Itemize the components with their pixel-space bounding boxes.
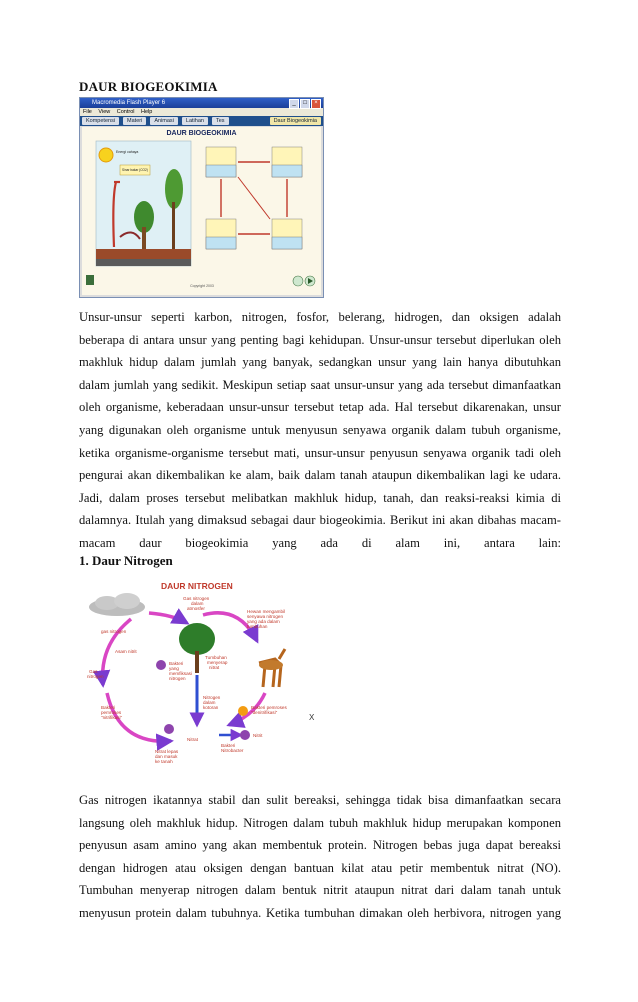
window-title: Macromedia Flash Player 6: [92, 100, 166, 106]
paragraph-line: makhluk hidup dalam jumlah yang banyak, sedangkan unsur yang lain hanya dibutuhkan: [79, 355, 561, 370]
footer-note: Copyright 2003: [190, 284, 214, 288]
process-box-2b: [272, 165, 302, 177]
tree-trunk-left: [142, 227, 146, 252]
nitrogen-labels: [87, 596, 288, 764]
bacteria-nitrification-icon: [164, 724, 174, 734]
paragraph-line: macam daur biogeokimia yang ada di alam ini, antara lain:: [79, 535, 561, 550]
paragraph-line: langsung oleh makhluk hidup. Nitrogen dalam tubuh makhluk hidup merupakan komponen: [79, 815, 561, 830]
close-icon: ×: [311, 99, 321, 109]
arrow-diag: [238, 177, 270, 219]
label-asam-nitrit: Asam nitrit: [115, 649, 137, 654]
label-nitrat: Nitrat: [187, 737, 198, 742]
paragraph-line: beberapa di antara unsur yang penting bagi kehidupan. Unsur-unsur tersebut diperlukan oleh: [79, 332, 561, 347]
label-bakteri-fiksasi: Bakteri yang memfiksasi nitrogen: [169, 661, 192, 681]
x-mark: X: [309, 713, 315, 722]
nitrit-icon: [240, 730, 250, 740]
menu-file: File: [83, 109, 92, 115]
paragraph-line: Gas nitrogen ikatannya stabil dan sulit bereaksi, sehingga tidak bisa dimanfaatkan secara: [79, 793, 561, 807]
tab-latihan: Latihan: [182, 117, 208, 125]
nitrogen-cycle-diagram: [79, 575, 322, 780]
home-icon: [86, 275, 94, 285]
section-heading-nitrogen: 1. Daur Nitrogen: [79, 553, 173, 568]
paragraph-line: ketika organisme-organisme tersebut mati, unsur-unsur penyusun senyawa organik tadi oleh: [79, 445, 561, 460]
label-gas-nitrogen-left: gas nitrogen: [101, 629, 127, 634]
window-titlebar: [80, 98, 323, 108]
sun-icon: [99, 148, 113, 162]
flash-tabbar: [80, 116, 323, 126]
minimize-icon: _: [289, 99, 299, 109]
label-bakteri-nitrobacter: Bakteri Nitrobacter: [221, 743, 244, 753]
bacteria-fixation-icon: [156, 660, 166, 670]
menu-view: View: [98, 109, 111, 115]
flash-stage: [82, 127, 321, 295]
replay-icon: [293, 276, 303, 286]
label-hewan: Hewan mengambil senyawa nitrogen yang ada dalam tumbuhan: [247, 609, 286, 629]
paragraph-line: Unsur-unsur seperti karbon, nitrogen, fosfor, belerang, hidrogen, dan oksigen adalah: [79, 310, 561, 324]
label-bakteri-nitrifikasi: Bakteri pemroses "nitrifikasi": [101, 705, 123, 720]
paragraph-line: yang digunakan oleh organisme untuk menyusun senyawa organik dalam tubuh organisme,: [79, 422, 561, 437]
label-tumbuhan: Tumbuhan menyerap nitrat: [205, 655, 228, 670]
paragraph-line: penyusun asam amino yang akan membentuk protein. Nitrogen bebas juga dapat bereaksi: [79, 838, 561, 853]
flash-player-figure: [79, 97, 324, 298]
document-title: DAUR BIOGEOKIMIA: [79, 79, 218, 94]
paragraph-line: Jadi, dalam proses tersebut melibatkan makhluk hidup, tanah, dan reaksi-reaksi kimia di: [79, 490, 561, 505]
rock-layer: [96, 259, 191, 266]
process-box-4b: [272, 237, 302, 249]
tree-trunk-right: [172, 202, 175, 252]
label-gas-nitrogen-atmosfer: Gas nitrogen dalam atmosfer: [183, 596, 210, 611]
menu-control: Control: [116, 109, 135, 115]
label-nitrit: Nitrit: [253, 733, 263, 738]
paragraph-line: pengurai akan dikembalikan ke alam, baik dalam tanah ataupun dikembalikan lagi ke udara.: [79, 468, 561, 483]
tree-icon: [179, 623, 215, 655]
paragraph-line: dalamnya. Itulah yang dimaksud sebagai daur biogeokimia. Berikut ini akan dibahas macam-: [79, 513, 561, 528]
paragraph-intro: [79, 306, 561, 555]
process-box-1b: [206, 165, 236, 177]
tab-animasi: Animasi: [150, 117, 178, 125]
label-gas-nitrogen-lower: Gas nitrogen: [87, 669, 104, 679]
sky-label-energy: Energi cahaya: [116, 150, 139, 154]
tab-materi: Materi: [123, 117, 146, 125]
nitrogen-title: DAUR NITROGEN: [161, 581, 233, 591]
arrow-to-tree: [149, 613, 187, 623]
paragraph-nitrogen: [79, 789, 561, 925]
window-menubar: [80, 108, 323, 116]
paragraph-line: menyusun protein dalam tubuhnya. Ketika tumbuhan dimakan oleh herbivora, nitrogen yang: [79, 905, 561, 920]
sky-label-co2: Sinar bakar (CO2): [122, 168, 148, 172]
paragraph-line: dalam jumlah yang sedikit. Meskipun setiap saat unsur-unsur yang ada tersebut dimanfaatkan: [79, 377, 561, 392]
paragraph-line: oleh organisme, keberadaan unsur-unsur tersebut tetap ada. Hal tersebut dikarenakan, unsur: [79, 400, 561, 415]
stage-title: DAUR BIOGEOKIMIA: [166, 130, 237, 137]
maximize-icon: □: [300, 99, 310, 109]
tab-kompetensi: Kompetensi: [82, 117, 119, 125]
biogeochem-illustration: [82, 127, 321, 295]
menu-help: Help: [141, 109, 153, 115]
paragraph-line: Tumbuhan menyerap nitrogen dalam bentuk nitrit ataupun nitrat dari dalam tanah untuk: [79, 883, 561, 898]
tab-daur-biogeokimia: Daur Biogeokimia: [270, 117, 321, 125]
bacteria-denitrification-icon: [238, 706, 248, 716]
process-box-3b: [206, 237, 236, 249]
label-nitrogen-kotoran: Nitrogen dalam kotoran: [203, 695, 221, 710]
tab-tes: Tes: [212, 117, 229, 125]
paragraph-line: dengan hidrogen atau oksigen dengan bantuan kilat atau petir membentuk nitrat (NO).: [79, 860, 561, 875]
label-bakteri-denitrifikasi: Bakteri pemroses "denitrifikasi": [251, 705, 287, 715]
label-nitrat-lepas: Nitrat lepas dan masuk ke tanah: [155, 749, 179, 764]
nitrogen-cycle-figure: [79, 575, 322, 780]
